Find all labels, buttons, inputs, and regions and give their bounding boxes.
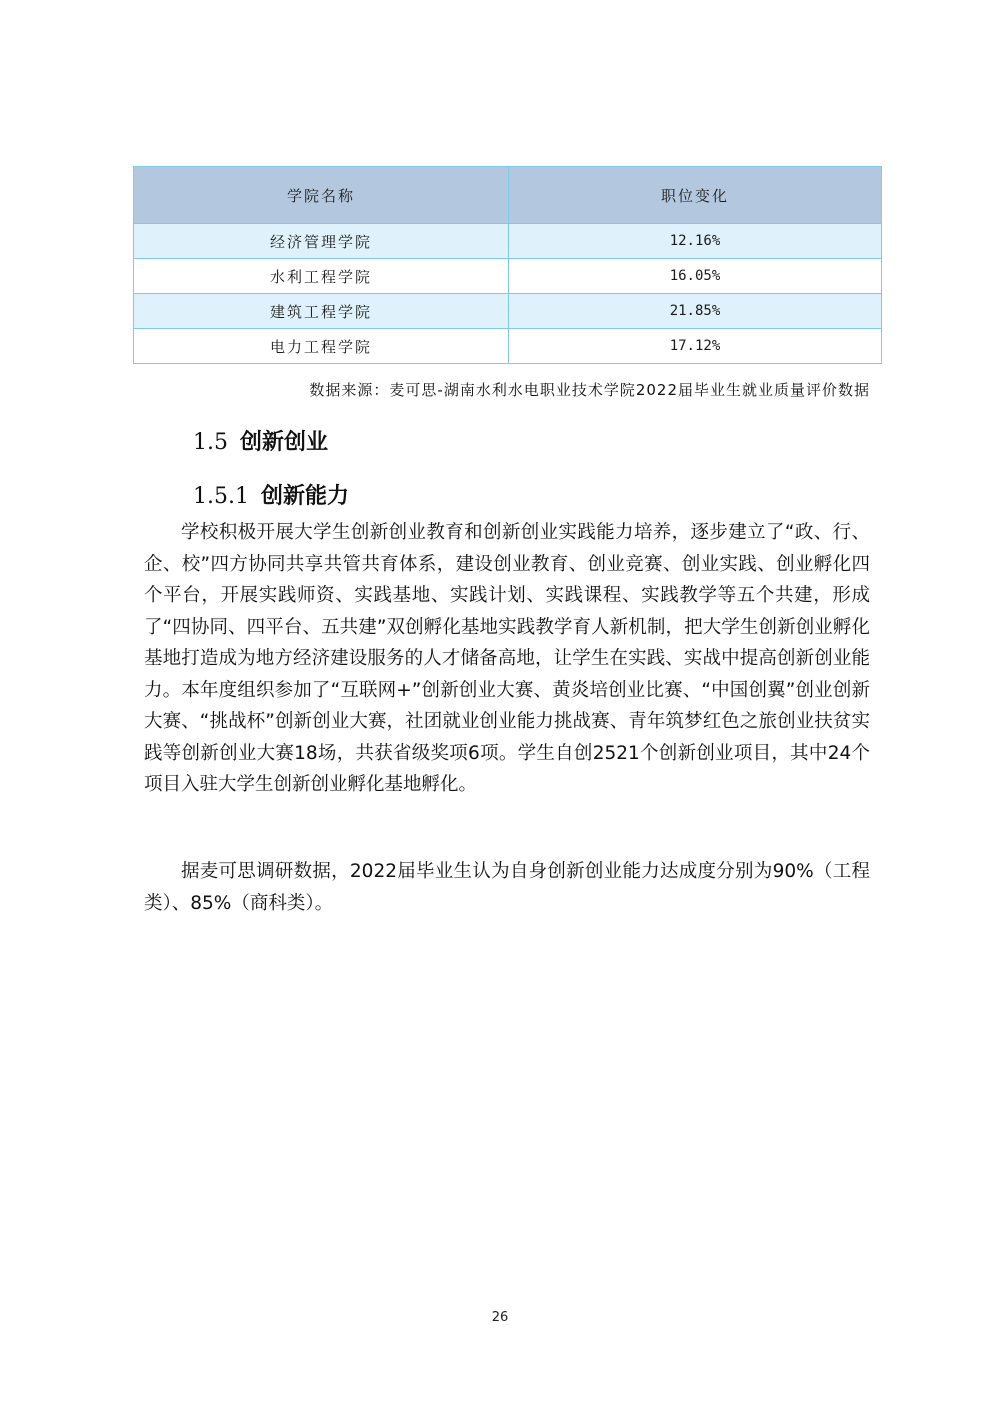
- position-change-cell: 17.12%: [509, 329, 882, 364]
- subsection-number: 1.5.1: [193, 484, 249, 509]
- college-name-cell: 经济管理学院: [134, 224, 509, 259]
- position-change-cell: 12.16%: [509, 224, 882, 259]
- section-number: 1.5: [193, 430, 228, 455]
- page-number: 26: [491, 1310, 509, 1325]
- college-name-cell: 水利工程学院: [134, 259, 509, 294]
- position-change-cell: 16.05%: [509, 259, 882, 294]
- subsection-heading: [193, 479, 349, 510]
- body-paragraph-survey: 据麦可思调研数据，2022届毕业生认为自身创新创业能力达成度分别为90%（工程类）、85%（商科类）。: [144, 861, 870, 914]
- table-source-note: 数据来源：麦可思-湖南水利水电职业技术学院2022届毕业生就业质量评价数据: [309, 381, 870, 399]
- table-row: [134, 259, 882, 294]
- table-row: [134, 224, 882, 259]
- column-header-position-change: 职位变化: [509, 167, 882, 224]
- section-heading: [193, 425, 328, 456]
- college-name-cell: 电力工程学院: [134, 329, 509, 364]
- college-name-cell: 建筑工程学院: [134, 294, 509, 329]
- section-title: 创新创业: [240, 430, 329, 455]
- column-header-college: 学院名称: [134, 167, 509, 224]
- body-paragraph-innovation: 学校积极开展大学生创新创业教育和创新创业实践能力培养，逐步建立了“政、行、企、校”四方协同共享共管共育体系，建设创业教育、创业竞赛、创业实践、创业孵化四个平台，开展实践师资、实践基地、实践计划、实践课程、实践教学等五个共建，形成了“四协同、四平台、五共建”双创孵化基地实践教学育人新机制，把大学生创新创业孵化基地打造成为地方经济建设服务的人才储备高地，让学生在实践、实战中提高创新创业能力。本年度组织参加了“互联网+”创新创业大赛、黄炎培创业比赛、“中国创翼”创业创新大赛、“挑战杯”创新创业大赛，社团就业创业能力挑战赛、青年筑梦红色之旅创业扶贫实践等创新创业大赛18场，共获省级奖项6项。学生自创2521个创新创业项目，其中24个项目入驻大学生创新创业孵化基地孵化。: [144, 522, 870, 795]
- table-row: [134, 294, 882, 329]
- position-change-cell: 21.85%: [509, 294, 882, 329]
- table-header-row: [134, 167, 882, 224]
- table-row: [134, 329, 882, 364]
- subsection-title: 创新能力: [260, 484, 349, 509]
- employment-table: [133, 166, 882, 364]
